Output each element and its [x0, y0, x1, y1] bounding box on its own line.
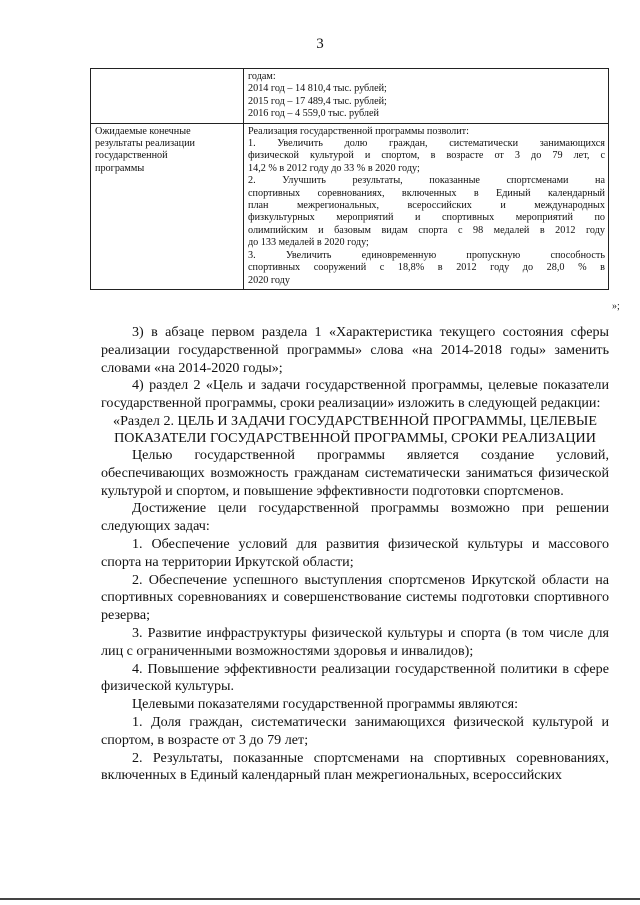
cell-text-line: Ожидаемые конечные: [95, 125, 191, 137]
table-cell-empty: [91, 69, 244, 124]
page-bottom-edge: [0, 898, 640, 900]
cell-text-line: Реализация государственной программы позволит:: [248, 125, 469, 137]
cell-text-line: 2. Улучшить результаты, показанные спортсменами на: [248, 175, 605, 187]
cell-text-line: физкультурных мероприятий и спортивных мероприятий по: [248, 212, 605, 224]
cell-text-line: спортивных сооружений с 18,8% в 2012 году до 28,0 % в: [248, 262, 605, 274]
document-body: [101, 324, 609, 785]
table-row: [91, 69, 609, 124]
section-heading: «Раздел 2. ЦЕЛЬ И ЗАДАЧИ ГОСУДАРСТВЕННОЙ ПРОГРАММЫ, ЦЕЛЕВЫЕ ПОКАЗАТЕЛИ ГОСУДАРСТВЕННОЙ ПРОГРАММЫ, СРОКИ РЕАЛИЗАЦИИ: [113, 412, 597, 446]
page-number: 3: [316, 36, 324, 52]
cell-text-line: 2020 году: [248, 274, 290, 286]
task-item-1: 1. Обеспечение условий для развития физической культуры и массового спорта на территории Иркутской области;: [101, 535, 609, 570]
indicator-item-2: 2. Результаты, показанные спортсменами на спортивных соревнованиях, включенных в Единый календарный план межрегиональных, всероссийских: [101, 749, 609, 784]
funding-years-cell: [244, 69, 609, 124]
cell-text-line: олимпийским и базовым видам спорта с 98 медалей в 2012 году: [248, 224, 605, 236]
cell-text-line: 2015 год – 17 489,4 тыс. рублей;: [248, 95, 387, 107]
cell-text-line: программы: [95, 162, 145, 174]
task-item-2: 2. Обеспечение успешного выступления спортсменов Иркутской области на спортивных соревнованиях и совершенствование системы подготовки спортивного резерва;: [101, 571, 609, 624]
indicator-item-1: 1. Доля граждан, систематически занимающихся физической культурой и спортом, в возрасте от 3 до 79 лет;: [101, 713, 609, 748]
cell-text-line: спортивных соревнованиях, включенных в Единый календарный: [248, 187, 605, 199]
program-passport-table: [90, 68, 609, 290]
cell-text-line: до 133 медалей в 2020 году;: [248, 237, 369, 249]
paragraph-indicators-intro: Целевыми показателями государственной программы являются:: [132, 696, 518, 713]
table-row: [91, 123, 609, 289]
paragraph-goal: Целью государственной программы является создание условий, обеспечивающих возможность гражданам систематически заниматься физической культурой и спортом, и повышение эффективности подготовки спортсменов.: [101, 446, 609, 499]
cell-text-line: 2016 год – 4 559,0 тыс. рублей: [248, 108, 379, 120]
cell-text-line: 3. Увеличить единовременную пропускную способность: [248, 249, 605, 261]
cell-text-line: государственной: [95, 150, 168, 162]
task-item-4: 4. Повышение эффективности реализации государственной политики в сфере физической культуры.: [101, 660, 609, 695]
paragraph-amendment-4: 4) раздел 2 «Цель и задачи государственной программы, целевые показатели государственной программы, сроки реализации» изложить в следующей редакции:: [101, 377, 609, 412]
cell-text-line: годам:: [248, 71, 276, 82]
cell-text-line: 2014 год – 14 810,4 тыс. рублей;: [248, 83, 387, 95]
cell-text-line: физической культурой и спортом, в возрасте от 3 до 79 лет, с: [248, 150, 605, 162]
paragraph-tasks-intro: Достижение цели государственной программы возможно при решении следующих задач:: [101, 500, 609, 535]
cell-text-line: план межрегиональных, всероссийских и международных: [248, 200, 605, 212]
table-end-quote-mark: »;: [612, 301, 620, 312]
cell-text-line: 1. Увеличить долю граждан, систематически занимающихся: [248, 138, 605, 150]
expected-results-value-cell: [244, 123, 609, 289]
task-item-3: 3. Развитие инфраструктуры физической культуры и спорта (в том числе для лиц с ограниченными возможностями здоровья и инвалидов);: [101, 624, 609, 659]
paragraph-amendment-3: 3) в абзаце первом раздела 1 «Характеристика текущего состояния сферы реализации государственной программы» слова «на 2014-2018 годы» заменить словами «на 2014-2020 годы»;: [101, 324, 609, 376]
cell-text-line: 14,2 % в 2012 году до 33 % в 2020 году;: [248, 162, 420, 174]
cell-text-line: результаты реализации: [95, 138, 196, 150]
expected-results-label-cell: [91, 123, 244, 289]
